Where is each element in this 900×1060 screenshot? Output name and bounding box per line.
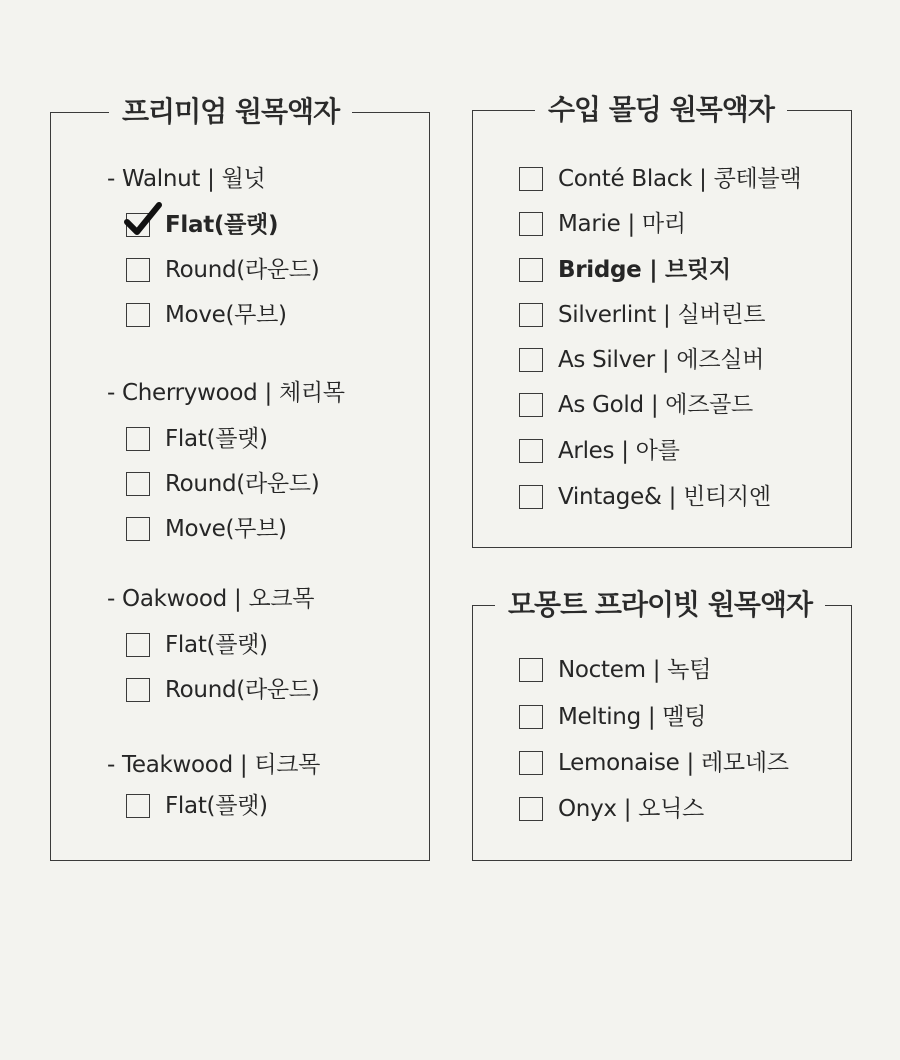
checkbox[interactable] (519, 167, 543, 191)
option-walnut-flat[interactable] (126, 210, 278, 240)
option-label: As Silver | 에즈실버 (558, 347, 765, 373)
checkbox[interactable] (126, 258, 150, 282)
option-arles[interactable] (519, 436, 680, 466)
option-oakwood-flat[interactable] (126, 630, 268, 660)
group-title-teakwood: - Teakwood | 티크목 (107, 752, 321, 778)
option-vintage[interactable] (519, 482, 771, 512)
option-marie[interactable] (519, 209, 686, 239)
option-label: Noctem | 녹텀 (558, 657, 712, 683)
group-title-cherrywood: - Cherrywood | 체리목 (107, 380, 345, 406)
option-teakwood-flat[interactable] (126, 791, 268, 821)
option-lemonaise[interactable] (519, 748, 789, 778)
option-noctem[interactable] (519, 655, 711, 685)
option-as-silver[interactable] (519, 345, 764, 375)
imported-molding-panel (472, 93, 852, 548)
checkbox[interactable] (126, 678, 150, 702)
option-label: Silverlint | 실버린트 (558, 302, 766, 328)
option-label: Move(무브) (165, 516, 287, 542)
checkbox[interactable] (519, 439, 543, 463)
option-melting[interactable] (519, 702, 706, 732)
option-label: Flat(플랫) (165, 212, 279, 238)
checkbox[interactable] (519, 658, 543, 682)
checkbox[interactable] (519, 258, 543, 282)
option-label: Round(라운드) (165, 471, 320, 497)
checkbox[interactable] (126, 213, 150, 237)
option-label: Onyx | 오닉스 (558, 796, 704, 822)
option-conte-black[interactable] (519, 164, 801, 194)
group-title-walnut: - Walnut | 월넛 (107, 166, 266, 192)
checkbox[interactable] (519, 751, 543, 775)
checkbox[interactable] (126, 517, 150, 541)
option-label: Melting | 멜팅 (558, 704, 707, 730)
option-cherrywood-flat[interactable] (126, 424, 268, 454)
option-cherrywood-move[interactable] (126, 514, 287, 544)
checkbox[interactable] (519, 212, 543, 236)
option-label: Move(무브) (165, 302, 287, 328)
checkbox[interactable] (519, 303, 543, 327)
checkbox[interactable] (519, 797, 543, 821)
checkbox[interactable] (126, 472, 150, 496)
checkbox[interactable] (519, 348, 543, 372)
option-cherrywood-round[interactable] (126, 469, 319, 499)
option-label: Conté Black | 콩테블랙 (558, 166, 802, 192)
option-label: Round(라운드) (165, 677, 320, 703)
option-onyx[interactable] (519, 794, 704, 824)
checkbox[interactable] (519, 393, 543, 417)
momont-private-panel (472, 588, 852, 861)
option-bridge[interactable] (519, 255, 731, 285)
checkbox[interactable] (519, 485, 543, 509)
option-label: Round(라운드) (165, 257, 320, 283)
option-walnut-round[interactable] (126, 255, 319, 285)
option-label: Lemonaise | 레모네즈 (558, 750, 789, 776)
option-silverlint[interactable] (519, 300, 765, 330)
checkbox[interactable] (519, 705, 543, 729)
option-as-gold[interactable] (519, 390, 753, 420)
group-title-oakwood: - Oakwood | 오크목 (107, 586, 315, 612)
option-label: Bridge | 브릿지 (558, 257, 731, 283)
option-walnut-move[interactable] (126, 300, 287, 330)
checkmark-icon (124, 202, 162, 238)
checkbox[interactable] (126, 427, 150, 451)
option-label: Vintage& | 빈티지엔 (558, 484, 771, 510)
premium-panel-title: 프리미엄 원목액자 (109, 94, 352, 130)
option-label: As Gold | 에즈골드 (558, 392, 753, 418)
option-label: Flat(플랫) (165, 426, 268, 452)
checkbox[interactable] (126, 633, 150, 657)
premium-frame-panel (50, 95, 430, 861)
momont-panel-title: 모몽트 프라이빗 원목액자 (495, 587, 825, 623)
checkbox[interactable] (126, 303, 150, 327)
option-label: Flat(플랫) (165, 793, 268, 819)
option-label: Arles | 아를 (558, 438, 680, 464)
checkbox[interactable] (126, 794, 150, 818)
option-oakwood-round[interactable] (126, 675, 319, 705)
option-label: Flat(플랫) (165, 632, 268, 658)
option-label: Marie | 마리 (558, 211, 686, 237)
imported-panel-title: 수입 몰딩 원목액자 (535, 92, 787, 128)
